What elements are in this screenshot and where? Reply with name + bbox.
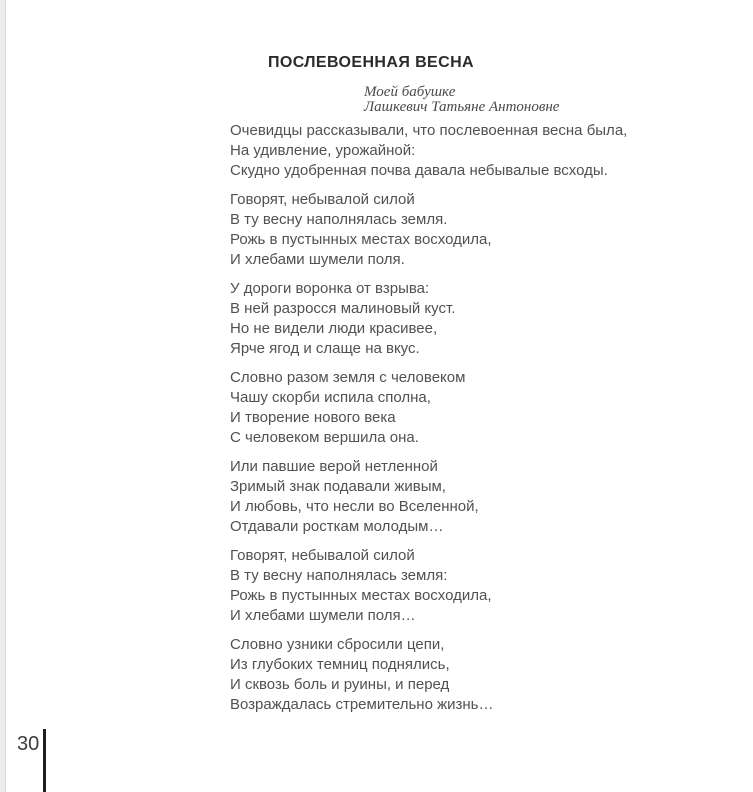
poem-line: С человеком вершила она.	[230, 429, 419, 446]
stanza	[230, 368, 627, 448]
poem-line: Словно узники сбросили цепи,	[230, 636, 445, 653]
poem-line: Но не видели люди красивее,	[230, 320, 438, 337]
poem-line: Говорят, небывалой силой	[230, 547, 415, 564]
stanza	[230, 457, 627, 537]
poem-line: Ярче ягод и слаще на вкус.	[230, 340, 420, 357]
stanza	[230, 121, 627, 181]
poem-line: Скудно удобренная почва давала небывалые всходы.	[230, 162, 608, 179]
poem-line: И сквозь боль и руины, и перед	[230, 676, 450, 693]
poem-line: И творение нового века	[230, 409, 396, 426]
poem-line: Возраждалась стремительно жизнь…	[230, 696, 494, 713]
poem-line: У дороги воронка от взрыва:	[230, 280, 430, 297]
poem-line: В ту весну наполнялась земля:	[230, 567, 448, 584]
poem-line: Рожь в пустынных местах восходила,	[230, 231, 492, 248]
dedication-line: Лашкевич Татьяне Антоновне	[364, 99, 560, 115]
poem-line: И хлебами шумели поля.	[230, 251, 405, 268]
poem-line: Рожь в пустынных местах восходила,	[230, 587, 492, 604]
poem-line: В ту весну наполнялась земля.	[230, 211, 448, 228]
page-left-edge	[0, 0, 6, 792]
stanza	[230, 190, 627, 270]
dedication	[364, 85, 559, 115]
footer-vertical-rule	[43, 729, 46, 792]
stanza	[230, 546, 627, 626]
poem-line: Или павшие верой нетленной	[230, 458, 438, 475]
poem-line: И любовь, что несли во Вселенной,	[230, 498, 479, 515]
dedication-line: Моей бабушке	[364, 84, 456, 100]
poem-line: Чашу скорби испила сполна,	[230, 389, 431, 406]
poem-line: Очевидцы рассказывали, что послевоенная весна была,	[230, 122, 628, 139]
poem-line: В ней разросся малиновый куст.	[230, 300, 456, 317]
poem	[230, 121, 627, 724]
poem-line: На удивление, урожайной:	[230, 142, 416, 159]
page-number: 30	[17, 733, 40, 755]
poem-title: ПОСЛЕВОЕННАЯ ВЕСНА	[268, 54, 474, 71]
poem-line: Из глубоких темниц поднялись,	[230, 656, 450, 673]
poem-line: Словно разом земля с человеком	[230, 369, 466, 386]
poem-line: Говорят, небывалой силой	[230, 191, 415, 208]
poem-line: И хлебами шумели поля…	[230, 607, 416, 624]
poem-line: Зримый знак подавали живым,	[230, 478, 446, 495]
stanza	[230, 635, 627, 715]
poem-line: Отдавали росткам молодым…	[230, 518, 444, 535]
stanza	[230, 279, 627, 359]
